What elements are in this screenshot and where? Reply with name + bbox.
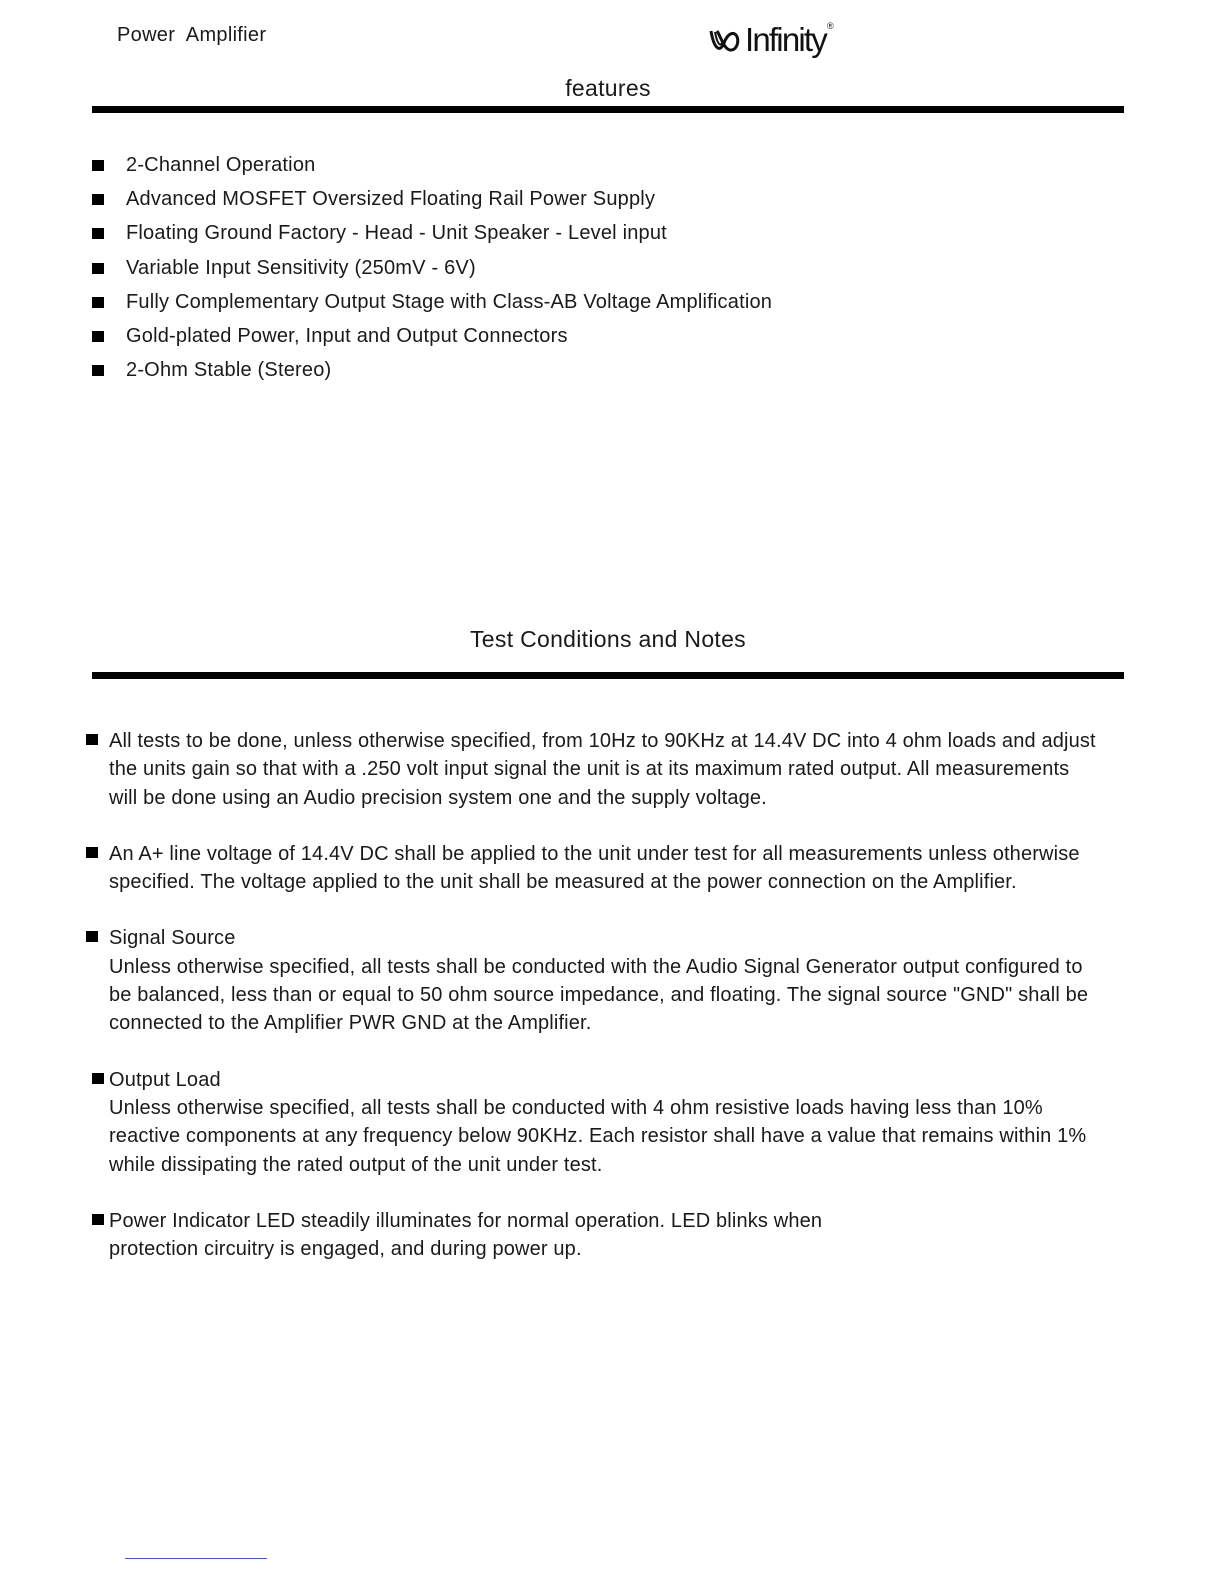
feature-text: Variable Input Sensitivity (250mV - 6V) xyxy=(126,256,476,279)
note-item xyxy=(86,924,1166,1037)
square-bullet-icon xyxy=(92,297,104,308)
note-line: while dissipating the rated output of the unit under test. xyxy=(109,1153,603,1176)
feature-item xyxy=(92,319,772,353)
note-line: reactive components at any frequency below 90KHz. Each resistor shall have a value that remains within 1% xyxy=(109,1125,1087,1148)
feature-item xyxy=(92,148,772,182)
note-line: will be done using an Audio precision system one and the supply voltage. xyxy=(109,786,767,809)
square-bullet-icon xyxy=(92,331,104,342)
note-line: be balanced, less than or equal to 50 ohm source impedance, and floating. The signal source "GND" shall be xyxy=(109,984,1089,1007)
square-bullet-icon xyxy=(86,847,98,858)
infinity-logo-mark-icon xyxy=(708,23,742,57)
test-conditions-divider xyxy=(92,672,1124,679)
feature-item xyxy=(92,251,772,285)
square-bullet-icon xyxy=(92,263,104,274)
brand-wordmark xyxy=(745,21,834,59)
square-bullet-icon xyxy=(86,734,98,745)
test-conditions-list xyxy=(86,727,1166,1291)
feature-item xyxy=(92,182,772,216)
square-bullet-icon xyxy=(92,1073,104,1084)
note-item xyxy=(86,1066,1166,1179)
note-item xyxy=(86,1207,1166,1264)
note-line: All tests to be done, unless otherwise specified, from 10Hz to 90KHz at 14.4V DC into 4 ohm loads and adjust xyxy=(109,730,1096,752)
note-item xyxy=(86,727,1166,812)
feature-item xyxy=(92,354,772,388)
note-line: connected to the Amplifier PWR GND at the Amplifier. xyxy=(109,1012,592,1035)
registered-mark: ® xyxy=(826,21,834,31)
note-line: protection circuitry is engaged, and during power up. xyxy=(109,1238,582,1261)
note-line: the units gain so that with a .250 volt input signal the unit is at its maximum rated output. All measurements xyxy=(109,758,1070,781)
note-line: Unless otherwise specified, all tests shall be conducted with the Audio Signal Generator output configured to xyxy=(109,955,1083,978)
test-conditions-title: Test Conditions and Notes xyxy=(470,626,746,652)
feature-item xyxy=(92,217,772,251)
note-line: An A+ line voltage of 14.4V DC shall be applied to the unit under test for all measurements unless otherwise xyxy=(109,842,1080,865)
square-bullet-icon xyxy=(92,365,104,376)
feature-text: Fully Complementary Output Stage with Class-AB Voltage Amplification xyxy=(126,290,773,313)
square-bullet-icon xyxy=(92,160,104,171)
feature-text: Floating Ground Factory - Head - Unit Speaker - Level input xyxy=(126,222,667,245)
features-list xyxy=(92,148,772,388)
note-item xyxy=(86,840,1166,897)
note-heading: Signal Source xyxy=(109,927,236,950)
footer-link-underline xyxy=(125,1558,267,1559)
features-divider xyxy=(92,106,1124,113)
infinity-logo xyxy=(708,20,834,60)
note-heading: Output Load xyxy=(109,1068,221,1091)
square-bullet-icon xyxy=(86,931,98,942)
features-title: features xyxy=(565,75,651,101)
brand-name: Infinity xyxy=(745,21,826,58)
note-line: Power Indicator LED steadily illuminates for normal operation. LED blinks when xyxy=(109,1209,823,1232)
note-line: specified. The voltage applied to the unit shall be measured at the power connection on the Amplifier. xyxy=(109,871,1017,894)
square-bullet-icon xyxy=(92,194,104,205)
feature-text: 2-Ohm Stable (Stereo) xyxy=(126,359,332,382)
feature-item xyxy=(92,285,772,319)
square-bullet-icon xyxy=(92,1214,104,1225)
feature-text: Advanced MOSFET Oversized Floating Rail Power Supply xyxy=(126,187,656,210)
document-title: Power Amplifier xyxy=(117,24,267,46)
note-line: Unless otherwise specified, all tests shall be conducted with 4 ohm resistive loads having less than 10% xyxy=(109,1096,1043,1119)
feature-text: Gold-plated Power, Input and Output Connectors xyxy=(126,325,568,348)
square-bullet-icon xyxy=(92,228,104,239)
feature-text: 2-Channel Operation xyxy=(126,153,316,176)
